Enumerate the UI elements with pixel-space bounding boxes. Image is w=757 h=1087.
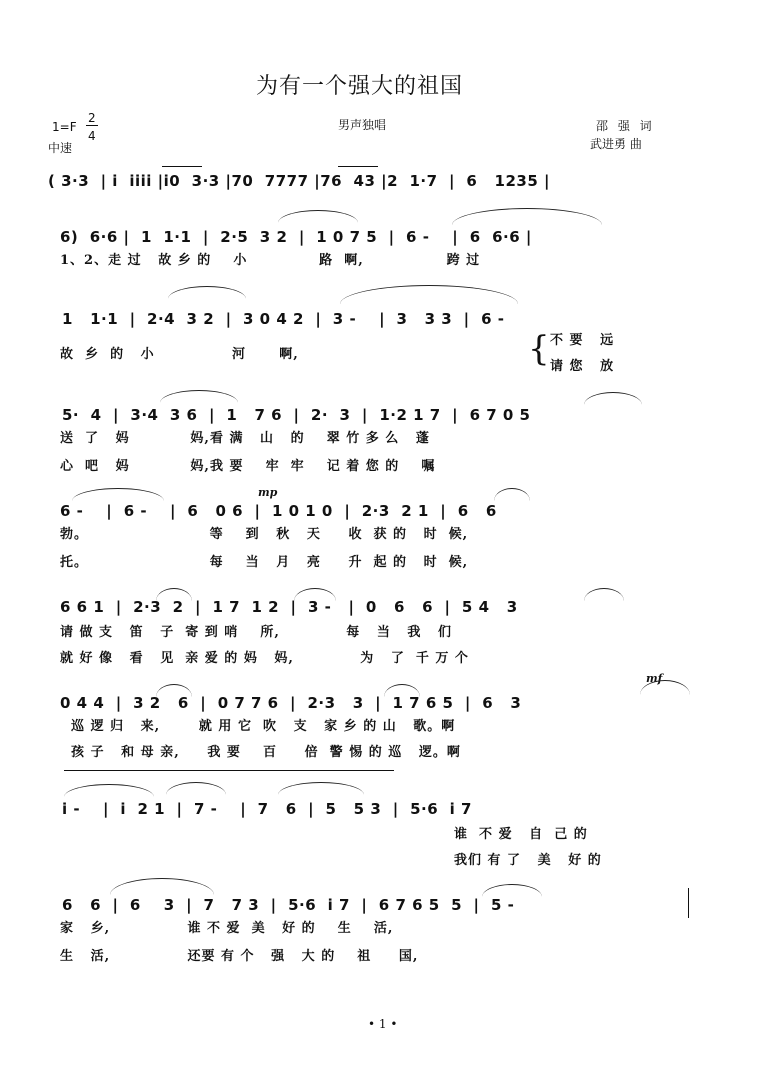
lyrics-row-9-verse-2: 生 活, 还要 有 个 强 大 的 祖 国, [60,949,419,964]
verse-b-lyric: 请 您 放 [550,359,615,374]
slur-row-7-b [384,684,420,697]
page-number: • 1 • [368,1017,398,1031]
slur-row-7-a [156,684,192,697]
slur-row-2-a [278,210,358,223]
notation-row-5: 6 - | 6 - | 6 0 6 | 1 0 1 0 | 2·3 2 1 | 6 6 [60,502,497,520]
slur-row-4-a [160,390,238,403]
dynamic-mp: mp [258,486,278,499]
slur-row-8-b [166,782,226,795]
slur-row-9-b [482,884,542,897]
composer-credit: 武进勇 曲 [590,137,642,151]
lyricist-credit: 邵 强 词 [596,119,655,133]
lyrics-row-9-verse-1: 家 乡, 谁 不 爱 美 好 的 生 活, [60,921,394,936]
tempo-marking: 中速 [48,141,73,155]
slur-row-3-a [168,286,246,299]
song-title: 为有一个强大的祖国 [256,74,464,99]
lyrics-row-5-verse-2: 托。 每 当 月 亮 升 起 的 时 候, [60,555,469,570]
slur-row-4-b [584,392,642,405]
time-signature-bottom: 4 [88,129,96,143]
notation-row-9: 6 6 | 6 3 | 7 7 3 | 5·6 i 7 | 6 7 6 5 5 | 5 - [62,896,515,914]
lyrics-row-8-verse-2: 我们 有 了 美 好 的 [454,853,602,868]
lyrics-row-8-verse-1: 谁 不 爱 自 己 的 [454,827,588,842]
notation-row-2: 6) 6·6 | 1 1·1 | 2·5 3 2 | 1 0 7 5 | 6 - | 6 6·6 | [60,228,532,246]
lyrics-row-3: 故 乡 的 小 河 啊, [60,347,299,362]
slur-row-8-c [278,782,364,795]
slur-row-6-b [294,588,336,601]
lyrics-row-6-verse-1: 请 做 支 笛 子 寄 到 哨 所, 每 当 我 们 [60,625,452,640]
row-1-underline [162,166,202,167]
lyrics-row-7-verse-2: 孩 子 和 母 亲, 我 要 百 倍 警 惕 的 巡 逻。啊 [60,745,461,760]
lyrics-row-4-verse-1: 送 了 妈 妈,看 满 山 的 翠 竹 多 么 蓬 [60,431,430,446]
key-signature: 1=F [52,120,77,134]
tie-line-row-8 [64,770,394,771]
slur-row-2-b [452,208,602,225]
notation-row-3: 1 1·1 | 2·4 3 2 | 3 0 4 2 | 3 - | 3 3 3 | 6 - [62,310,505,328]
time-signature-top: 2 [88,111,96,125]
lyrics-row-7-verse-1: 巡 逻 归 来, 就 用 它 吹 支 家 乡 的 山 歌。啊 [60,719,456,734]
notation-row-4: 5· 4 | 3·4 3 6 | 1 7 6 | 2· 3 | 1·2 1 7 | 6 7 0 5 [62,406,531,424]
notation-row-6: 6 6 1 | 2·3 2 | 1 7 1 2 | 3 - | 0 6 6 | 5 4 3 [60,598,518,616]
final-barline [688,888,689,918]
slur-row-8-a [64,784,154,797]
dynamic-mf: mf [646,672,663,685]
verse-brace: { [528,329,550,369]
slur-row-3-b [340,285,518,304]
performance-type: 男声独唱 [338,118,387,132]
slur-row-6-c [584,588,624,601]
lyrics-row-4-verse-2: 心 吧 妈 妈,我 要 牢 牢 记 着 您 的 嘱 [60,459,436,474]
lyrics-row-2: 1、2、走 过 故 乡 的 小 路 啊, 跨 过 [60,253,481,268]
lyrics-row-6-verse-2: 就 好 像 看 见 亲 爱 的 妈 妈, 为 了 千 万 个 [60,651,469,666]
lyrics-row-5-verse-1: 勃。 等 到 秋 天 收 获 的 时 候, [60,527,469,542]
time-signature-divider [86,125,98,126]
slur-row-5-b [494,488,530,501]
notation-row-8: i - | i 2 1 | 7 - | 7 6 | 5 5 3 | 5·6 i 7 [62,800,472,818]
verse-a-lyric: 不 要 远 [550,333,615,348]
slur-row-6-a [156,588,192,601]
notation-row-1: ( 3·3 | i iiii |i0 3·3 |70 7777 |76 43 |2 1·7 | 6 1235 | [48,172,550,190]
slur-row-5-a [72,488,164,501]
slur-row-9-a [110,878,214,895]
notation-row-7: 0 4 4 | 3 2 6 | 0 7 7 6 | 2·3 3 | 1 7 6 5 | 6 3 [60,694,522,712]
row-1-underline-2 [338,166,378,167]
